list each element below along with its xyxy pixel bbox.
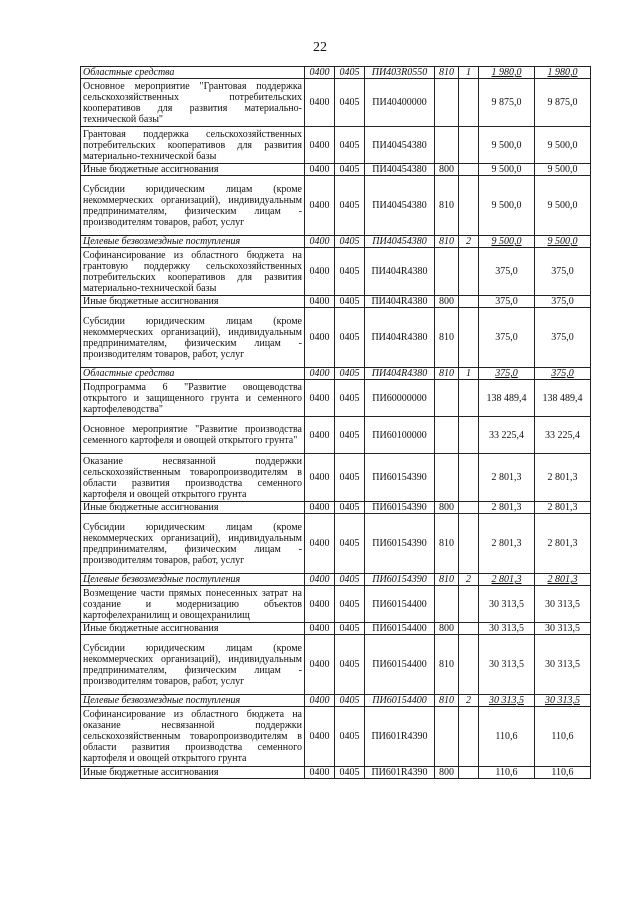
amount-1: 30 313,5 <box>479 623 535 635</box>
table-row <box>81 67 591 79</box>
amount-2: 138 489,4 <box>535 380 591 417</box>
row-name: Основное мероприятие "Грантовая поддержка сельскохозяйственных потребительских кооперативов для развития материально-технической базы" <box>81 79 305 127</box>
source-code: 2 <box>459 236 479 248</box>
source-code <box>459 380 479 417</box>
table-row <box>81 695 591 707</box>
table-row <box>81 296 591 308</box>
amount-2: 375,0 <box>535 368 591 380</box>
amount-2: 30 313,5 <box>535 623 591 635</box>
table-row <box>81 164 591 176</box>
source-code: 1 <box>459 67 479 79</box>
amount-1: 9 500,0 <box>479 176 535 236</box>
table-row <box>81 586 591 623</box>
table-row <box>81 502 591 514</box>
source-code <box>459 454 479 502</box>
amount-2: 9 500,0 <box>535 164 591 176</box>
table-row <box>81 767 591 779</box>
target-article: ПИ40454380 <box>365 176 435 236</box>
expense-type <box>435 454 459 502</box>
table-row <box>81 248 591 296</box>
table-row <box>81 623 591 635</box>
amount-2: 9 500,0 <box>535 176 591 236</box>
row-name: Основное мероприятие "Развитие производства семенного картофеля и овощей открытого грунта" <box>81 417 305 454</box>
source-code <box>459 635 479 695</box>
row-name: Областные средства <box>81 67 305 79</box>
expense-type: 810 <box>435 574 459 586</box>
expense-type: 810 <box>435 308 459 368</box>
source-code <box>459 767 479 779</box>
expense-type: 810 <box>435 635 459 695</box>
section-code: 0400 <box>305 502 335 514</box>
subsection-code: 0405 <box>335 380 365 417</box>
amount-1: 1 980,0 <box>479 67 535 79</box>
table-row <box>81 368 591 380</box>
section-code: 0400 <box>305 308 335 368</box>
amount-2: 110,6 <box>535 707 591 767</box>
row-name: Целевые безвозмездные поступления <box>81 695 305 707</box>
amount-1: 138 489,4 <box>479 380 535 417</box>
row-name: Целевые безвозмездные поступления <box>81 574 305 586</box>
amount-1: 2 801,3 <box>479 454 535 502</box>
expense-type <box>435 417 459 454</box>
subsection-code: 0405 <box>335 695 365 707</box>
table-row <box>81 127 591 164</box>
amount-2: 30 313,5 <box>535 635 591 695</box>
row-name: Иные бюджетные ассигнования <box>81 502 305 514</box>
expense-type <box>435 586 459 623</box>
table-row <box>81 635 591 695</box>
row-name: Подпрограмма 6 "Развитие овощеводства открытого и защищенного грунта и семенного картофелеводства" <box>81 380 305 417</box>
row-name: Иные бюджетные ассигнования <box>81 296 305 308</box>
subsection-code: 0405 <box>335 127 365 164</box>
section-code: 0400 <box>305 767 335 779</box>
amount-1: 30 313,5 <box>479 635 535 695</box>
row-name: Субсидии юридическим лицам (кроме некоммерческих организаций), индивидуальным предпринимателям, физическим лицам - производителям товаров, работ, услуг <box>81 635 305 695</box>
amount-2: 375,0 <box>535 248 591 296</box>
page-number: 22 <box>313 40 327 55</box>
target-article: ПИ40454380 <box>365 127 435 164</box>
section-code: 0400 <box>305 236 335 248</box>
amount-1: 2 801,3 <box>479 502 535 514</box>
target-article: ПИ404R4380 <box>365 248 435 296</box>
source-code <box>459 514 479 574</box>
amount-2: 2 801,3 <box>535 574 591 586</box>
source-code <box>459 79 479 127</box>
target-article: ПИ60154390 <box>365 454 435 502</box>
row-name: Субсидии юридическим лицам (кроме некоммерческих организаций), индивидуальным предпринимателям, физическим лицам - производителям товаров, работ, услуг <box>81 514 305 574</box>
target-article: ПИ40454380 <box>365 164 435 176</box>
target-article: ПИ60000000 <box>365 380 435 417</box>
subsection-code: 0405 <box>335 176 365 236</box>
section-code: 0400 <box>305 248 335 296</box>
expense-type: 800 <box>435 502 459 514</box>
amount-1: 2 801,3 <box>479 514 535 574</box>
target-article: ПИ60100000 <box>365 417 435 454</box>
source-code: 1 <box>459 368 479 380</box>
target-article: ПИ60154390 <box>365 574 435 586</box>
amount-2: 9 500,0 <box>535 127 591 164</box>
row-name: Софинансирование из областного бюджета на грантовую поддержку сельскохозяйственных потребительских кооперативов для развития материально-технической базы <box>81 248 305 296</box>
target-article: ПИ403R0550 <box>365 67 435 79</box>
table-row <box>81 176 591 236</box>
table-row <box>81 380 591 417</box>
row-name: Софинансирование из областного бюджета на оказание несвязанной поддержки сельскохозяйственным товаропроизводителям в области развития производства семенного картофеля и овощей открытого грунта <box>81 707 305 767</box>
budget-table <box>80 66 591 779</box>
subsection-code: 0405 <box>335 454 365 502</box>
amount-2: 33 225,4 <box>535 417 591 454</box>
expense-type: 800 <box>435 767 459 779</box>
source-code: 2 <box>459 695 479 707</box>
target-article: ПИ60154400 <box>365 695 435 707</box>
target-article: ПИ404R4380 <box>365 308 435 368</box>
subsection-code: 0405 <box>335 67 365 79</box>
target-article: ПИ60154400 <box>365 635 435 695</box>
source-code <box>459 296 479 308</box>
row-name: Оказание несвязанной поддержки сельскохозяйственным товаропроизводителям в области развития производства семенного картофеля и овощей открытого грунта <box>81 454 305 502</box>
section-code: 0400 <box>305 454 335 502</box>
subsection-code: 0405 <box>335 79 365 127</box>
amount-2: 1 980,0 <box>535 67 591 79</box>
subsection-code: 0405 <box>335 296 365 308</box>
row-name: Иные бюджетные ассигнования <box>81 623 305 635</box>
expense-type: 810 <box>435 695 459 707</box>
subsection-code: 0405 <box>335 707 365 767</box>
section-code: 0400 <box>305 164 335 176</box>
amount-1: 9 875,0 <box>479 79 535 127</box>
amount-2: 30 313,5 <box>535 695 591 707</box>
amount-1: 110,6 <box>479 767 535 779</box>
amount-1: 375,0 <box>479 296 535 308</box>
subsection-code: 0405 <box>335 308 365 368</box>
expense-type: 810 <box>435 514 459 574</box>
table-row <box>81 308 591 368</box>
section-code: 0400 <box>305 67 335 79</box>
section-code: 0400 <box>305 586 335 623</box>
amount-1: 110,6 <box>479 707 535 767</box>
section-code: 0400 <box>305 695 335 707</box>
source-code <box>459 308 479 368</box>
amount-2: 2 801,3 <box>535 514 591 574</box>
target-article: ПИ60154400 <box>365 623 435 635</box>
subsection-code: 0405 <box>335 635 365 695</box>
target-article: ПИ40400000 <box>365 79 435 127</box>
subsection-code: 0405 <box>335 574 365 586</box>
expense-type <box>435 127 459 164</box>
section-code: 0400 <box>305 417 335 454</box>
row-name: Субсидии юридическим лицам (кроме некоммерческих организаций), индивидуальным предпринимателям, физическим лицам - производителям товаров, работ, услуг <box>81 308 305 368</box>
amount-2: 2 801,3 <box>535 502 591 514</box>
expense-type <box>435 707 459 767</box>
source-code <box>459 502 479 514</box>
table-row <box>81 236 591 248</box>
amount-1: 30 313,5 <box>479 695 535 707</box>
row-name: Областные средства <box>81 368 305 380</box>
expense-type: 810 <box>435 368 459 380</box>
section-code: 0400 <box>305 127 335 164</box>
section-code: 0400 <box>305 623 335 635</box>
table-row <box>81 514 591 574</box>
subsection-code: 0405 <box>335 164 365 176</box>
amount-2: 110,6 <box>535 767 591 779</box>
target-article: ПИ60154390 <box>365 514 435 574</box>
expense-type <box>435 248 459 296</box>
amount-1: 375,0 <box>479 308 535 368</box>
amount-2: 30 313,5 <box>535 586 591 623</box>
subsection-code: 0405 <box>335 767 365 779</box>
table-row <box>81 707 591 767</box>
expense-type <box>435 380 459 417</box>
target-article: ПИ601R4390 <box>365 707 435 767</box>
source-code <box>459 164 479 176</box>
target-article: ПИ601R4390 <box>365 767 435 779</box>
expense-type: 810 <box>435 176 459 236</box>
subsection-code: 0405 <box>335 368 365 380</box>
amount-1: 9 500,0 <box>479 236 535 248</box>
section-code: 0400 <box>305 296 335 308</box>
amount-2: 375,0 <box>535 296 591 308</box>
source-code <box>459 127 479 164</box>
section-code: 0400 <box>305 635 335 695</box>
subsection-code: 0405 <box>335 236 365 248</box>
amount-1: 9 500,0 <box>479 127 535 164</box>
expense-type: 810 <box>435 67 459 79</box>
subsection-code: 0405 <box>335 586 365 623</box>
subsection-code: 0405 <box>335 417 365 454</box>
row-name: Субсидии юридическим лицам (кроме некоммерческих организаций), индивидуальным предпринимателям, физическим лицам - производителям товаров, работ, услуг <box>81 176 305 236</box>
subsection-code: 0405 <box>335 502 365 514</box>
expense-type <box>435 79 459 127</box>
table-row <box>81 79 591 127</box>
amount-1: 33 225,4 <box>479 417 535 454</box>
row-name: Целевые безвозмездные поступления <box>81 236 305 248</box>
row-name: Грантовая поддержка сельскохозяйственных потребительских кооперативов для развития материально-технической базы <box>81 127 305 164</box>
table-row <box>81 417 591 454</box>
target-article: ПИ404R4380 <box>365 368 435 380</box>
source-code <box>459 417 479 454</box>
section-code: 0400 <box>305 707 335 767</box>
expense-type: 800 <box>435 623 459 635</box>
section-code: 0400 <box>305 574 335 586</box>
section-code: 0400 <box>305 380 335 417</box>
section-code: 0400 <box>305 176 335 236</box>
expense-type: 800 <box>435 164 459 176</box>
amount-1: 2 801,3 <box>479 574 535 586</box>
subsection-code: 0405 <box>335 248 365 296</box>
target-article: ПИ404R4380 <box>365 296 435 308</box>
row-name: Иные бюджетные ассигнования <box>81 164 305 176</box>
target-article: ПИ60154400 <box>365 586 435 623</box>
amount-1: 30 313,5 <box>479 586 535 623</box>
table-row <box>81 454 591 502</box>
expense-type: 800 <box>435 296 459 308</box>
target-article: ПИ40454380 <box>365 236 435 248</box>
target-article: ПИ60154390 <box>365 502 435 514</box>
source-code <box>459 176 479 236</box>
amount-2: 2 801,3 <box>535 454 591 502</box>
section-code: 0400 <box>305 368 335 380</box>
table-row <box>81 574 591 586</box>
row-name: Иные бюджетные ассигнования <box>81 767 305 779</box>
subsection-code: 0405 <box>335 514 365 574</box>
amount-2: 9 500,0 <box>535 236 591 248</box>
source-code <box>459 248 479 296</box>
source-code: 2 <box>459 574 479 586</box>
section-code: 0400 <box>305 79 335 127</box>
subsection-code: 0405 <box>335 623 365 635</box>
amount-2: 9 875,0 <box>535 79 591 127</box>
amount-2: 375,0 <box>535 308 591 368</box>
amount-1: 9 500,0 <box>479 164 535 176</box>
row-name: Возмещение части прямых понесенных затрат на создание и модернизацию объектов картофелехранилищ и овощехранилищ <box>81 586 305 623</box>
source-code <box>459 707 479 767</box>
source-code <box>459 623 479 635</box>
amount-1: 375,0 <box>479 368 535 380</box>
section-code: 0400 <box>305 514 335 574</box>
amount-1: 375,0 <box>479 248 535 296</box>
expense-type: 810 <box>435 236 459 248</box>
source-code <box>459 586 479 623</box>
